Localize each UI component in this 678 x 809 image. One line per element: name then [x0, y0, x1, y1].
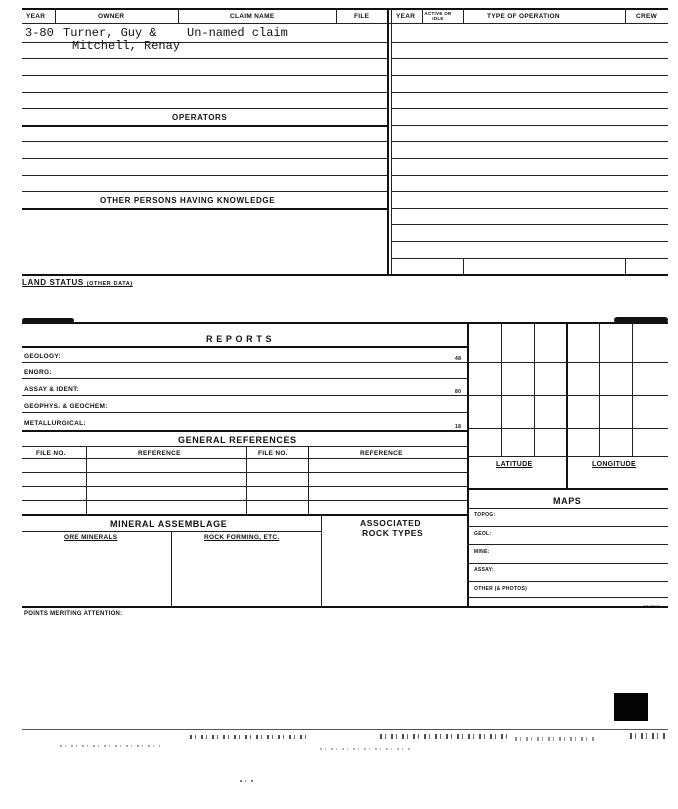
form-number: SF 7510: [643, 604, 661, 609]
ref-header-file-no-2: FILE NO.: [258, 450, 288, 457]
ref-header-reference-1: REFERENCE: [138, 450, 181, 457]
operators-title: OPERATORS: [172, 113, 228, 122]
associated-label: ASSOCIATED: [360, 518, 422, 528]
header-owner: OWNER: [98, 13, 125, 20]
maps-other: OTHER (& PHOTOS): [474, 586, 528, 592]
reports-title: R E P O R T S: [206, 334, 273, 344]
maps-assay: ASSAY:: [474, 567, 494, 573]
other-persons-title: OTHER PERSONS HAVING KNOWLEDGE: [100, 196, 276, 205]
header-active-idle: ACTIVE OR IDLE: [424, 11, 452, 21]
maps-title: MAPS: [553, 496, 582, 506]
entry-owner-line1: Turner, Guy &: [63, 26, 157, 40]
rock-types-label: ROCK TYPES: [362, 528, 424, 538]
longitude-label: LONGITUDE: [592, 461, 636, 468]
report-engrg: ENGRG:: [24, 369, 52, 376]
report-metallurgical-code: 18: [455, 424, 462, 430]
maps-mine: MINE:: [474, 549, 490, 555]
report-geology-code: 48: [455, 356, 462, 362]
header-type-of-operation: TYPE OF OPERATION: [487, 13, 560, 20]
entry-year: 3-80: [25, 26, 54, 40]
rock-forming-label: ROCK FORMING, ETC.: [204, 534, 280, 541]
land-status-note: (OTHER DATA): [86, 281, 133, 287]
ref-header-file-no-1: FILE NO.: [36, 450, 66, 457]
entry-claim-name: Un-named claim: [187, 26, 288, 40]
header-claim-name: CLAIM NAME: [230, 13, 275, 20]
ref-header-reference-2: REFERENCE: [360, 450, 403, 457]
header-crew: CREW: [636, 13, 658, 20]
report-assay-code: 80: [455, 389, 462, 395]
points-meriting-attention: POINTS MERITING ATTENTION:: [24, 611, 123, 617]
scan-black-block: [614, 693, 648, 721]
land-status-label: LAND STATUS: [22, 278, 84, 287]
ore-minerals-label: ORE MINERALS: [64, 534, 118, 541]
maps-topog: TOPOG:: [474, 512, 496, 518]
report-assay: ASSAY & IDENT:: [24, 386, 80, 393]
general-references-title: GENERAL REFERENCES: [178, 435, 297, 445]
entry-owner-line2: Mitchell, Renay: [72, 39, 181, 53]
header-year-2: YEAR: [396, 13, 416, 20]
report-geology: GEOLOGY:: [24, 353, 61, 360]
header-year: YEAR: [26, 13, 46, 20]
header-file: FILE: [354, 13, 370, 20]
mineral-assemblage-title: MINERAL ASSEMBLAGE: [110, 519, 228, 529]
maps-geol: GEOL:: [474, 531, 492, 537]
report-geophys: GEOPHYS. & GEOCHEM:: [24, 403, 108, 410]
report-metallurgical: METALLURGICAL:: [24, 420, 86, 427]
latitude-label: LATITUDE: [496, 461, 533, 468]
land-status-title: [22, 278, 133, 287]
